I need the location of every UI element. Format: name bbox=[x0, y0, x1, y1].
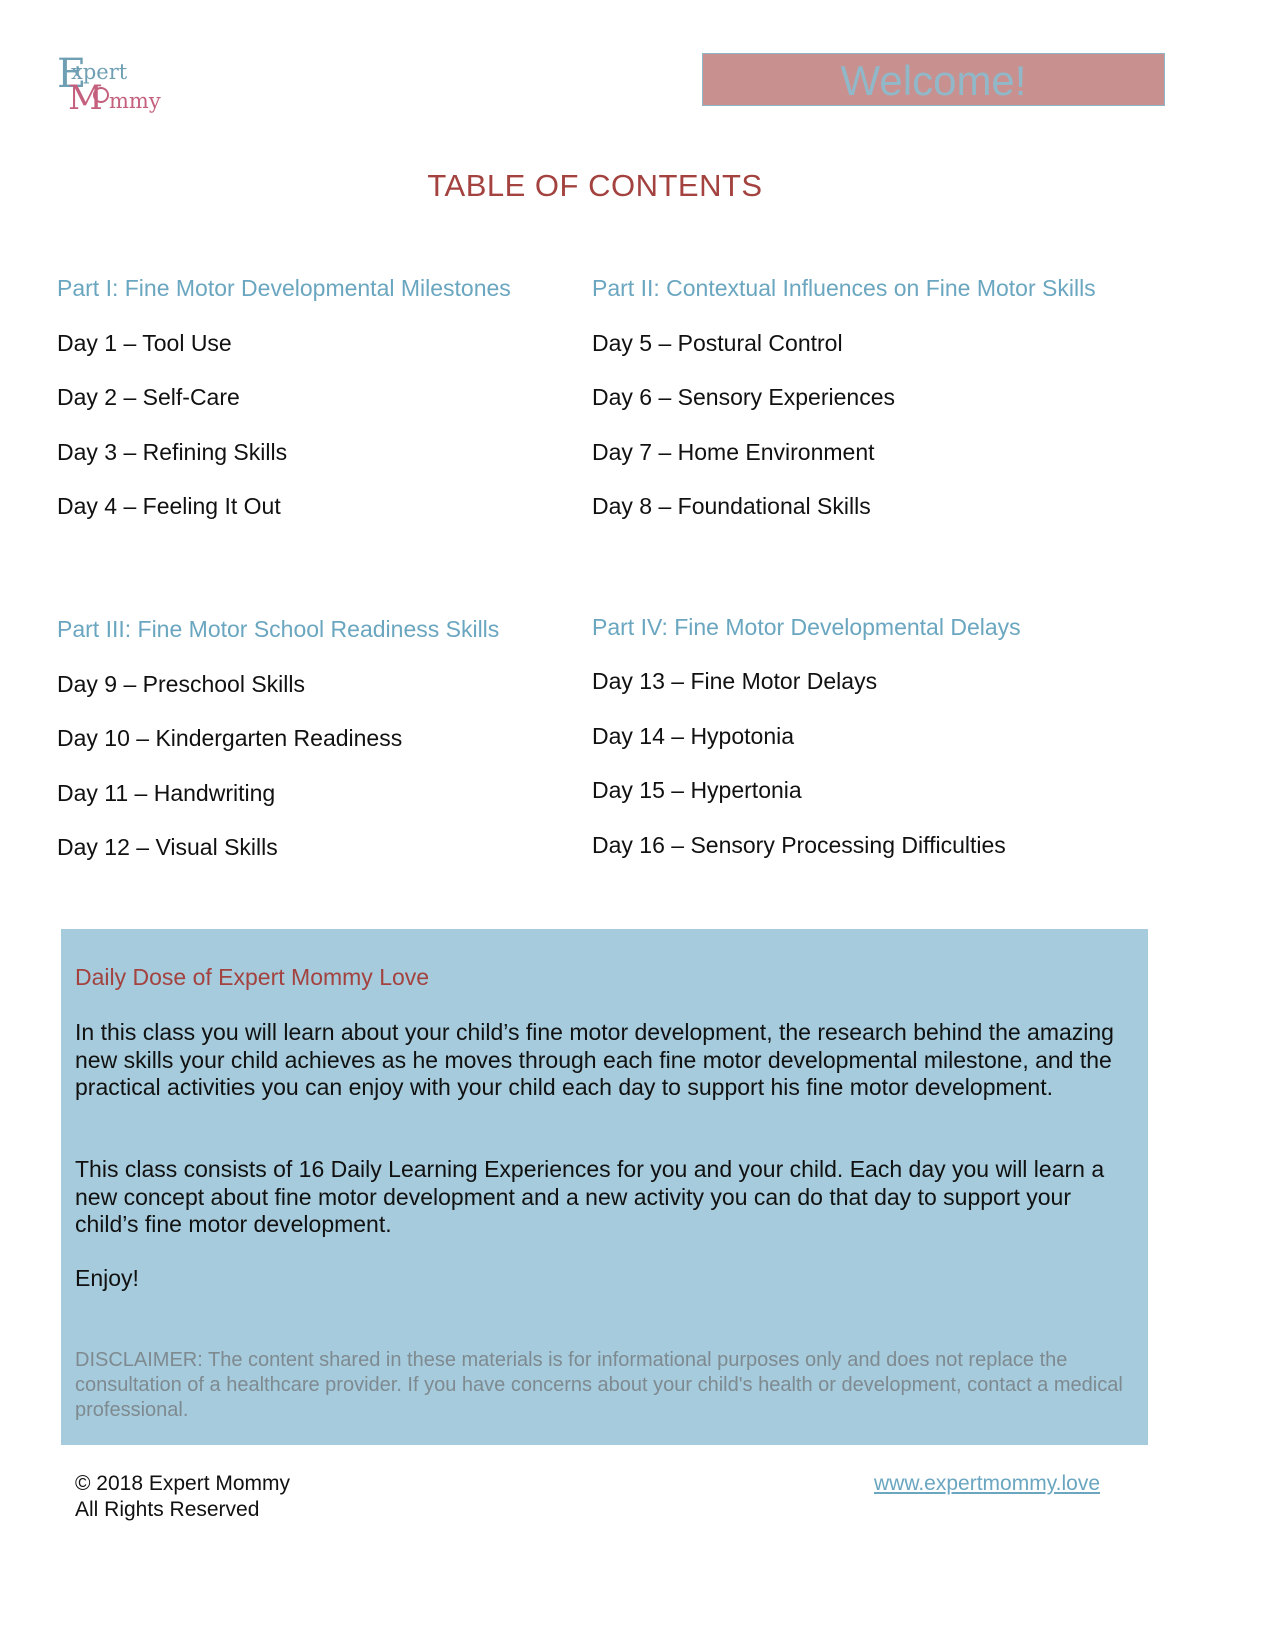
disclaimer-text: DISCLAIMER: The content shared in these materials is for informational purposes only and does not replace the consultation of a healthcare provider. If you have concerns about your child's health or development, contact a medical professional. bbox=[75, 1349, 1123, 1421]
toc-entry-day-1[interactable]: Day 1 – Tool Use bbox=[57, 330, 232, 356]
toc-entry-day-11[interactable]: Day 11 – Handwriting bbox=[57, 780, 276, 806]
toc-entry-day-4[interactable]: Day 4 – Feeling It Out bbox=[57, 493, 281, 519]
part-4-title: Part IV: Fine Motor Developmental Delays bbox=[592, 614, 1021, 640]
toc-entry-day-6[interactable]: Day 6 – Sensory Experiences bbox=[592, 384, 895, 410]
toc-entry-day-16[interactable]: Day 16 – Sensory Processing Difficulties bbox=[592, 832, 1006, 858]
logo-text-mmy: mmy bbox=[109, 89, 161, 113]
intro-paragraph: In this class you will learn about your child’s fine motor development, the research behind the amazing new skills your child achieves as he moves through each fine motor developmental milestone, and the practical activities you can enjoy with your child each day to support his fine motor development. bbox=[75, 1019, 1114, 1100]
toc-entry-day-14[interactable]: Day 14 – Hypotonia bbox=[592, 723, 795, 749]
rights-text: All Rights Reserved bbox=[75, 1498, 260, 1521]
toc-entry-day-5[interactable]: Day 5 – Postural Control bbox=[592, 330, 843, 356]
class-overview-paragraph: This class consists of 16 Daily Learning Experiences for you and your child. Each day you will learn a new concept about fine motor development and a new activity you can do that day to support your child’s fine motor development. bbox=[75, 1156, 1105, 1237]
toc-entry-day-8[interactable]: Day 8 – Foundational Skills bbox=[592, 493, 871, 519]
welcome-banner: Welcome! bbox=[702, 53, 1165, 106]
toc-entry-day-3[interactable]: Day 3 – Refining Skills bbox=[57, 439, 288, 465]
toc-entry-day-13[interactable]: Day 13 – Fine Motor Delays bbox=[592, 668, 878, 694]
expert-mommy-logo bbox=[57, 51, 177, 118]
logo-yin-yang-icon bbox=[93, 87, 109, 103]
part-1-title: Part I: Fine Motor Developmental Milestones bbox=[57, 275, 511, 301]
toc-entry-day-7[interactable]: Day 7 – Home Environment bbox=[592, 439, 875, 465]
toc-entry-day-10[interactable]: Day 10 – Kindergarten Readiness bbox=[57, 725, 403, 751]
daily-dose-title: Daily Dose of Expert Mommy Love bbox=[75, 964, 430, 990]
toc-entry-day-9[interactable]: Day 9 – Preschool Skills bbox=[57, 671, 305, 697]
toc-entry-day-2[interactable]: Day 2 – Self-Care bbox=[57, 384, 240, 410]
logo-letter-m: M bbox=[68, 78, 103, 118]
toc-entry-day-12[interactable]: Day 12 – Visual Skills bbox=[57, 834, 278, 860]
footer-copyright-block bbox=[75, 1471, 290, 1523]
enjoy-text: Enjoy! bbox=[75, 1265, 139, 1291]
logo-text-xpert: xpert bbox=[71, 60, 128, 84]
website-link[interactable]: www.expertmommy.love bbox=[874, 1472, 1100, 1495]
logo-letter-e: E bbox=[57, 51, 87, 97]
copyright-text: © 2018 Expert Mommy bbox=[75, 1472, 291, 1495]
part-3-title: Part III: Fine Motor School Readiness Skills bbox=[57, 616, 500, 642]
page-title: TABLE OF CONTENTS bbox=[427, 168, 763, 203]
part-2-title: Part II: Contextual Influences on Fine Motor Skills bbox=[592, 275, 1096, 301]
toc-entry-day-15[interactable]: Day 15 – Hypertonia bbox=[592, 777, 802, 803]
